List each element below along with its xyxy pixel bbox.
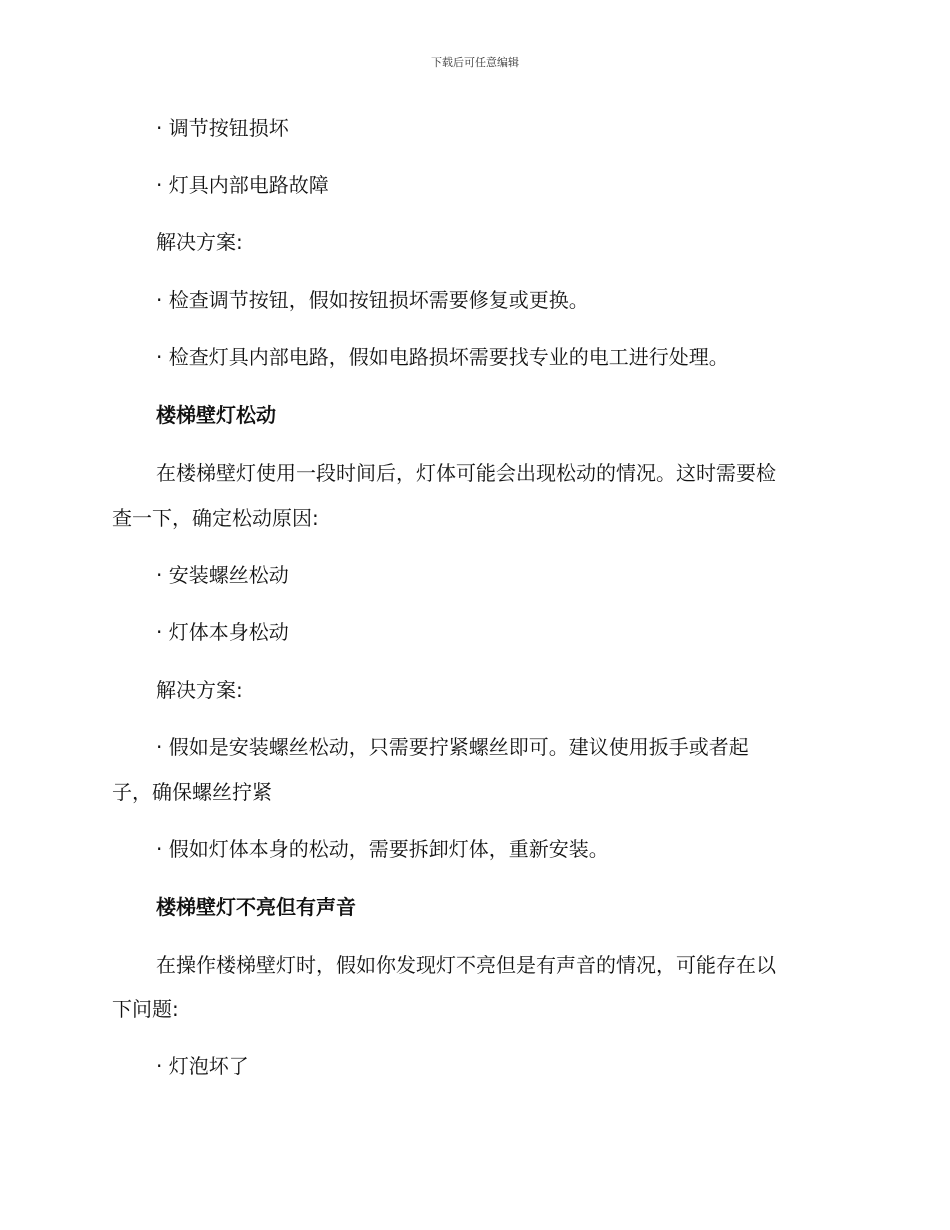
paragraph-sound-line-1: 在操作楼梯壁灯时，假如你发现灯不亮但是有声音的情况，可能存在以	[156, 953, 776, 977]
bullet-screw-loose: · 安装螺丝松动	[156, 563, 289, 587]
page-header-note: 下载后可任意编辑	[431, 56, 519, 69]
solution-body-reinstall: · 假如灯体本身的松动，需要拆卸灯体，重新安装。	[156, 837, 609, 861]
solution-label: 解决方案:	[156, 678, 243, 702]
solution-check-button: · 检查调节按钮，假如按钮损坏需要修复或更换。	[156, 288, 589, 312]
solution-screw-line-1: · 假如是安装螺丝松动，只需要拧紧螺丝即可。建议使用扳手或者起	[156, 735, 749, 759]
bullet-body-loose: · 灯体本身松动	[156, 620, 289, 644]
bullet-circuit-fault: · 灯具内部电路故障	[156, 173, 329, 197]
paragraph-loose-line-2: 查一下，确定松动原因:	[112, 506, 319, 530]
paragraph-loose-line-1: 在楼梯壁灯使用一段时间后，灯体可能会出现松动的情况。这时需要检	[156, 461, 776, 485]
solution-screw-line-2: 子，确保螺丝拧紧	[112, 780, 272, 804]
solution-check-circuit: · 检查灯具内部电路，假如电路损坏需要找专业的电工进行处理。	[156, 345, 729, 369]
section-heading-sound: 楼梯壁灯不亮但有声音	[156, 895, 356, 919]
paragraph-sound-line-2: 下问题:	[112, 997, 179, 1021]
bullet-bulb-broken: · 灯泡坏了	[156, 1054, 249, 1078]
solution-label: 解决方案:	[156, 230, 243, 254]
section-heading-loose: 楼梯壁灯松动	[156, 403, 276, 427]
bullet-button-damaged: · 调节按钮损坏	[156, 116, 289, 140]
